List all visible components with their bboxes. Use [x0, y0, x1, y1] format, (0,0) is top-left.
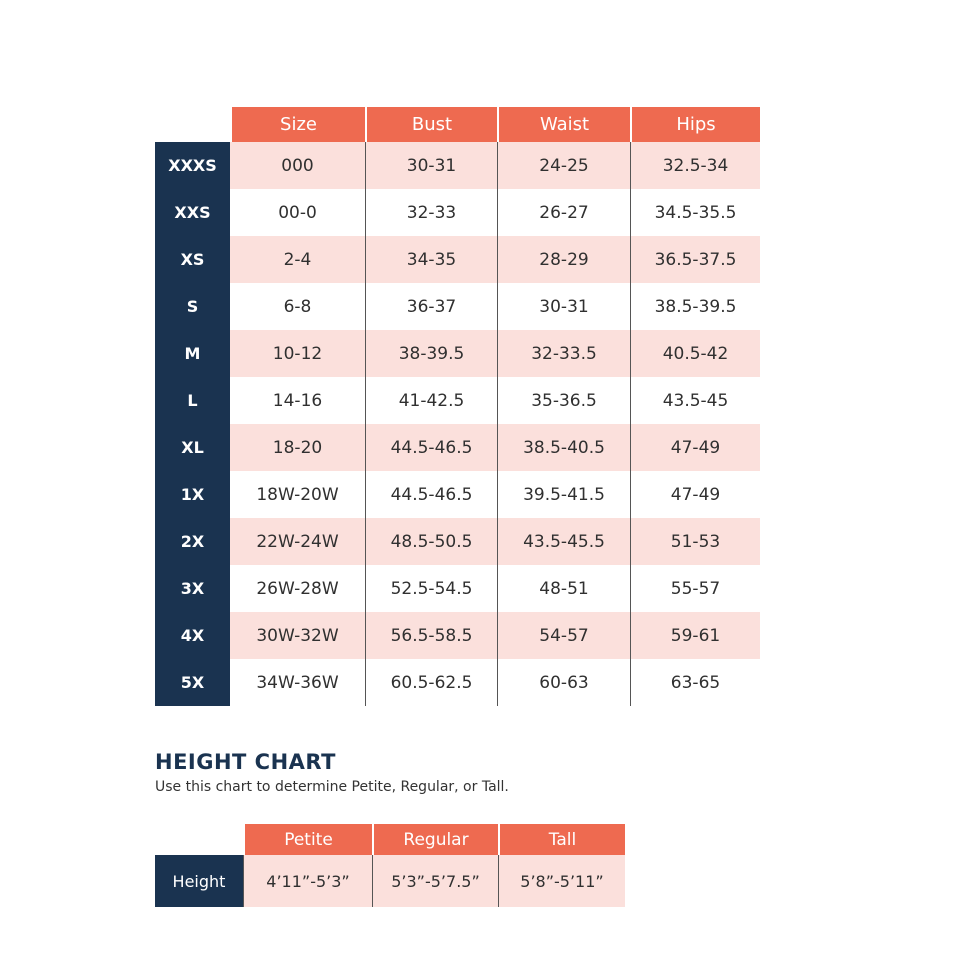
- table-row: [155, 659, 760, 706]
- cell-bust: 56.5-58.5: [365, 612, 497, 659]
- cell-bust: 36-37: [365, 283, 497, 330]
- cell-waist: 38.5-40.5: [497, 424, 630, 471]
- table-row: [155, 471, 760, 518]
- cell-waist: 24-25: [497, 142, 630, 189]
- cell-bust: 44.5-46.5: [365, 424, 497, 471]
- cell-waist: 26-27: [497, 189, 630, 236]
- header-hips: Hips: [630, 107, 760, 142]
- header-bust: Bust: [365, 107, 497, 142]
- header-waist: Waist: [497, 107, 630, 142]
- row-label: 2X: [155, 518, 230, 565]
- cell-hips: 38.5-39.5: [630, 283, 760, 330]
- height-header-corner: [155, 824, 243, 855]
- table-row: [155, 236, 760, 283]
- cell-hips: 47-49: [630, 424, 760, 471]
- cell-hips: 43.5-45: [630, 377, 760, 424]
- height-regular-value: 5’3”-5’7.5”: [372, 855, 498, 907]
- table-row: [155, 424, 760, 471]
- cell-waist: 60-63: [497, 659, 630, 706]
- cell-hips: 59-61: [630, 612, 760, 659]
- height-row-label: Height: [155, 855, 243, 907]
- cell-waist: 35-36.5: [497, 377, 630, 424]
- cell-hips: 55-57: [630, 565, 760, 612]
- table-row: [155, 377, 760, 424]
- table-row: [155, 189, 760, 236]
- height-chart-subtitle: Use this chart to determine Petite, Regular, or Tall.: [155, 779, 509, 795]
- size-chart-header-row: [155, 107, 760, 142]
- cell-size: 14-16: [230, 377, 365, 424]
- cell-bust: 41-42.5: [365, 377, 497, 424]
- cell-waist: 30-31: [497, 283, 630, 330]
- cell-waist: 32-33.5: [497, 330, 630, 377]
- row-label: 3X: [155, 565, 230, 612]
- table-row: [155, 612, 760, 659]
- cell-bust: 38-39.5: [365, 330, 497, 377]
- cell-size: 00-0: [230, 189, 365, 236]
- size-chart-table: [155, 107, 760, 706]
- cell-size: 6-8: [230, 283, 365, 330]
- row-label: 5X: [155, 659, 230, 706]
- row-label: M: [155, 330, 230, 377]
- cell-bust: 52.5-54.5: [365, 565, 497, 612]
- row-label: XXXS: [155, 142, 230, 189]
- header-petite: Petite: [243, 824, 372, 855]
- height-tall-value: 5’8”-5’11”: [498, 855, 625, 907]
- cell-size: 2-4: [230, 236, 365, 283]
- row-label: 4X: [155, 612, 230, 659]
- cell-bust: 34-35: [365, 236, 497, 283]
- row-label: XXS: [155, 189, 230, 236]
- cell-size: 34W-36W: [230, 659, 365, 706]
- table-row: [155, 283, 760, 330]
- cell-hips: 47-49: [630, 471, 760, 518]
- header-tall: Tall: [498, 824, 625, 855]
- cell-waist: 39.5-41.5: [497, 471, 630, 518]
- height-petite-value: 4’11”-5’3”: [243, 855, 372, 907]
- cell-bust: 32-33: [365, 189, 497, 236]
- cell-size: 18-20: [230, 424, 365, 471]
- cell-bust: 44.5-46.5: [365, 471, 497, 518]
- cell-waist: 48-51: [497, 565, 630, 612]
- header-regular: Regular: [372, 824, 498, 855]
- cell-size: 000: [230, 142, 365, 189]
- cell-size: 26W-28W: [230, 565, 365, 612]
- cell-hips: 40.5-42: [630, 330, 760, 377]
- table-row: [155, 518, 760, 565]
- cell-hips: 51-53: [630, 518, 760, 565]
- table-row: [155, 142, 760, 189]
- height-chart-title: HEIGHT CHART: [155, 750, 336, 774]
- header-size: Size: [230, 107, 365, 142]
- header-corner: [155, 107, 230, 142]
- cell-waist: 28-29: [497, 236, 630, 283]
- cell-size: 30W-32W: [230, 612, 365, 659]
- cell-waist: 43.5-45.5: [497, 518, 630, 565]
- row-label: XS: [155, 236, 230, 283]
- cell-waist: 54-57: [497, 612, 630, 659]
- cell-bust: 60.5-62.5: [365, 659, 497, 706]
- cell-bust: 30-31: [365, 142, 497, 189]
- row-label: L: [155, 377, 230, 424]
- height-row: [155, 855, 625, 907]
- row-label: 1X: [155, 471, 230, 518]
- height-chart-header-row: [155, 824, 625, 855]
- cell-hips: 36.5-37.5: [630, 236, 760, 283]
- cell-size: 22W-24W: [230, 518, 365, 565]
- cell-hips: 34.5-35.5: [630, 189, 760, 236]
- row-label: S: [155, 283, 230, 330]
- cell-hips: 63-65: [630, 659, 760, 706]
- cell-size: 18W-20W: [230, 471, 365, 518]
- table-row: [155, 565, 760, 612]
- cell-hips: 32.5-34: [630, 142, 760, 189]
- cell-bust: 48.5-50.5: [365, 518, 497, 565]
- cell-size: 10-12: [230, 330, 365, 377]
- table-row: [155, 330, 760, 377]
- height-chart-table: [155, 824, 625, 907]
- row-label: XL: [155, 424, 230, 471]
